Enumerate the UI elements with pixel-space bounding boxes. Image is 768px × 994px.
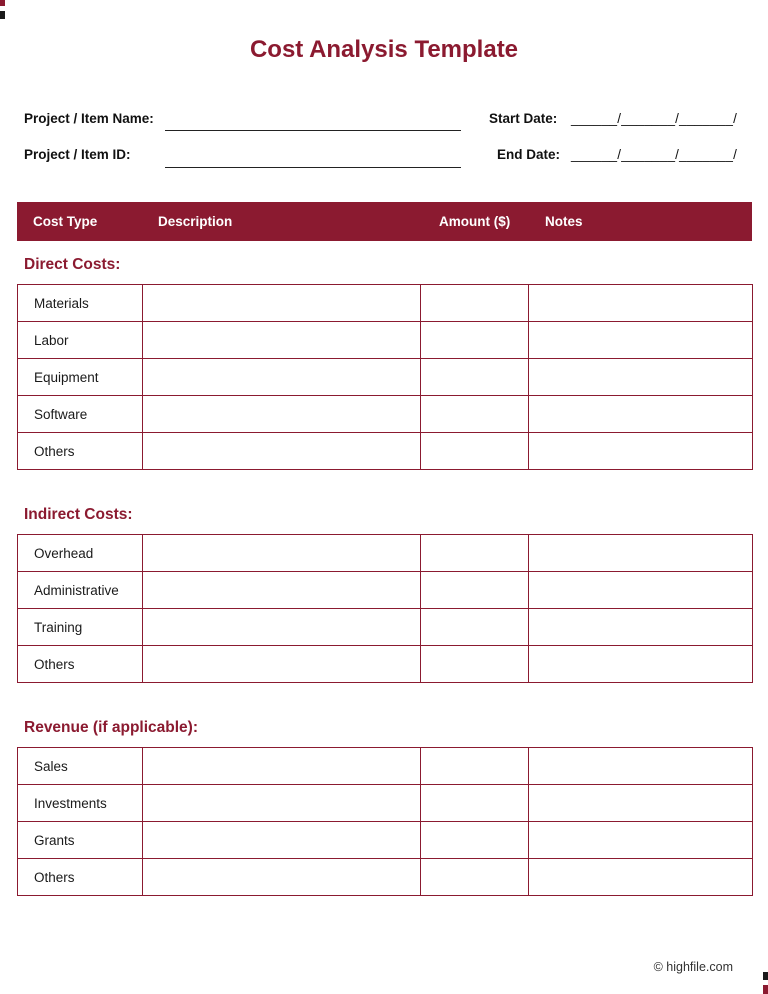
description-cell[interactable] [143, 859, 421, 896]
table-row [18, 822, 753, 859]
description-cell[interactable] [143, 646, 421, 683]
amount-cell[interactable] [421, 572, 529, 609]
cost-type-cell: Others [18, 646, 143, 683]
project-name-field[interactable] [165, 130, 461, 131]
table-row [18, 785, 753, 822]
table-row [18, 609, 753, 646]
table-row [18, 748, 753, 785]
project-id-field[interactable] [165, 167, 461, 168]
table-row [18, 859, 753, 896]
notes-cell[interactable] [529, 285, 753, 322]
cost-type-cell: Others [18, 433, 143, 470]
revenue-table [17, 747, 753, 896]
notes-cell[interactable] [529, 322, 753, 359]
description-cell[interactable] [143, 609, 421, 646]
table-row [18, 285, 753, 322]
description-cell[interactable] [143, 572, 421, 609]
end-date-field[interactable]: ______/_______/_______/ [571, 147, 738, 162]
amount-cell[interactable] [421, 396, 529, 433]
indirect-costs-table [17, 534, 753, 683]
description-cell[interactable] [143, 748, 421, 785]
table-row [18, 572, 753, 609]
cost-type-cell: Overhead [18, 535, 143, 572]
amount-cell[interactable] [421, 822, 529, 859]
project-name-label: Project / Item Name: [24, 111, 154, 126]
description-cell[interactable] [143, 359, 421, 396]
cost-type-cell: Investments [18, 785, 143, 822]
cost-type-cell: Equipment [18, 359, 143, 396]
table-header-bar [17, 202, 752, 241]
header-amount: Amount ($) [439, 214, 511, 229]
header-notes: Notes [545, 214, 583, 229]
cost-type-cell: Grants [18, 822, 143, 859]
amount-cell[interactable] [421, 609, 529, 646]
amount-cell[interactable] [421, 433, 529, 470]
description-cell[interactable] [143, 285, 421, 322]
end-date-label: End Date: [497, 147, 561, 162]
start-date-label: Start Date: [489, 111, 558, 126]
notes-cell[interactable] [529, 785, 753, 822]
notes-cell[interactable] [529, 859, 753, 896]
header-cost-type: Cost Type [33, 214, 98, 229]
section-title-revenue: Revenue (if applicable): [24, 719, 198, 736]
footer-copyright: © highfile.com [653, 960, 733, 974]
notes-cell[interactable] [529, 396, 753, 433]
description-cell[interactable] [143, 322, 421, 359]
section-title-indirect-costs: Indirect Costs: [24, 506, 133, 523]
amount-cell[interactable] [421, 285, 529, 322]
notes-cell[interactable] [529, 535, 753, 572]
cost-type-cell: Sales [18, 748, 143, 785]
notes-cell[interactable] [529, 646, 753, 683]
corner-decoration-bottom-dark [763, 972, 768, 980]
table-row [18, 396, 753, 433]
table-row [18, 322, 753, 359]
section-title-direct-costs: Direct Costs: [24, 256, 121, 273]
notes-cell[interactable] [529, 572, 753, 609]
notes-cell[interactable] [529, 822, 753, 859]
cost-type-cell: Materials [18, 285, 143, 322]
cost-type-cell: Administrative [18, 572, 143, 609]
project-id-label: Project / Item ID: [24, 147, 131, 162]
table-row [18, 535, 753, 572]
page-title: Cost Analysis Template [249, 36, 519, 63]
description-cell[interactable] [143, 822, 421, 859]
amount-cell[interactable] [421, 535, 529, 572]
description-cell[interactable] [143, 535, 421, 572]
notes-cell[interactable] [529, 748, 753, 785]
corner-decoration-top-dark [0, 11, 5, 19]
amount-cell[interactable] [421, 646, 529, 683]
cost-type-cell: Software [18, 396, 143, 433]
amount-cell[interactable] [421, 748, 529, 785]
notes-cell[interactable] [529, 359, 753, 396]
amount-cell[interactable] [421, 322, 529, 359]
description-cell[interactable] [143, 785, 421, 822]
table-row [18, 359, 753, 396]
description-cell[interactable] [143, 396, 421, 433]
amount-cell[interactable] [421, 859, 529, 896]
direct-costs-table [17, 284, 753, 470]
notes-cell[interactable] [529, 609, 753, 646]
header-description: Description [158, 214, 233, 229]
corner-decoration-bottom-red [763, 985, 768, 994]
table-row [18, 646, 753, 683]
cost-type-cell: Training [18, 609, 143, 646]
start-date-field[interactable]: ______/_______/_______/ [571, 111, 738, 126]
corner-decoration-top-red [0, 0, 5, 6]
amount-cell[interactable] [421, 785, 529, 822]
table-row [18, 433, 753, 470]
cost-type-cell: Labor [18, 322, 143, 359]
description-cell[interactable] [143, 433, 421, 470]
amount-cell[interactable] [421, 359, 529, 396]
cost-type-cell: Others [18, 859, 143, 896]
notes-cell[interactable] [529, 433, 753, 470]
